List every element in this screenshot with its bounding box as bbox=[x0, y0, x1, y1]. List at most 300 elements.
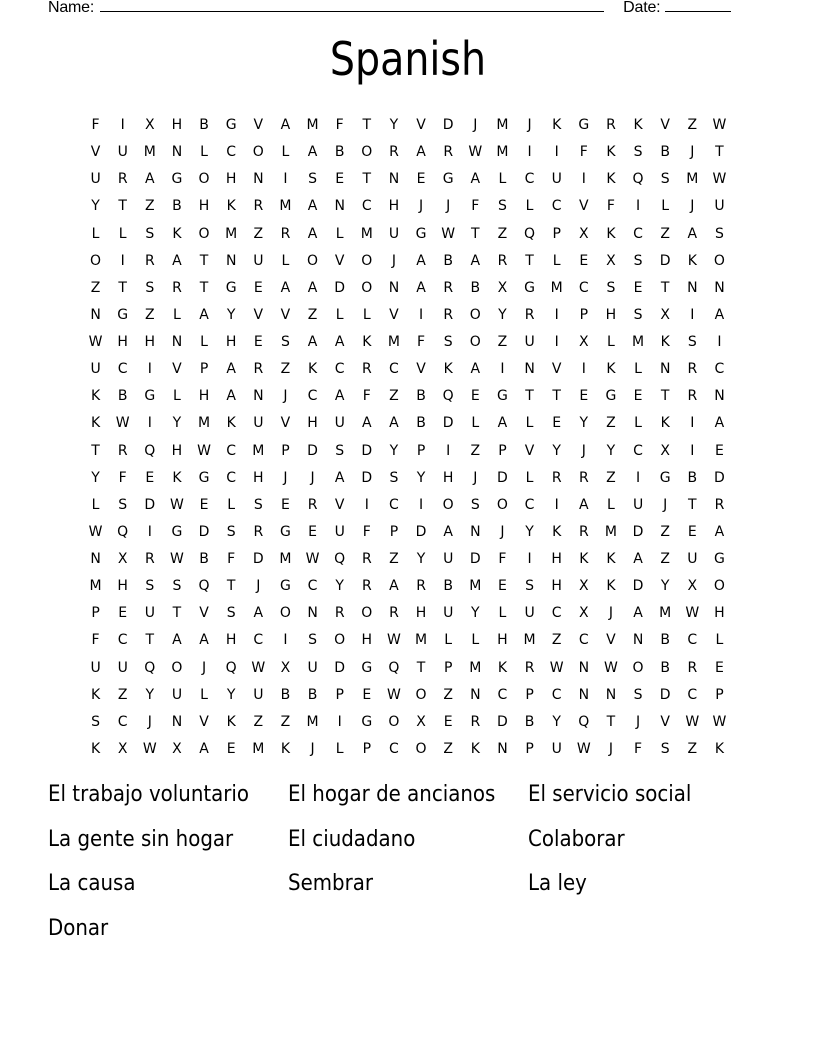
grid-letter[interactable]: N bbox=[578, 659, 590, 676]
grid-letter[interactable]: L bbox=[200, 686, 208, 703]
grid-letter[interactable]: G bbox=[605, 388, 617, 405]
grid-letter[interactable]: J bbox=[256, 578, 261, 595]
grid-letter[interactable]: V bbox=[579, 198, 589, 215]
grid-letter[interactable]: Y bbox=[145, 686, 155, 703]
grid-letter[interactable]: O bbox=[469, 334, 481, 351]
grid-letter[interactable]: E bbox=[715, 442, 724, 459]
grid-letter[interactable]: A bbox=[714, 415, 725, 432]
grid-letter[interactable]: P bbox=[199, 361, 209, 378]
grid-letter[interactable]: W bbox=[712, 713, 727, 730]
grid-letter[interactable]: K bbox=[606, 171, 616, 188]
grid-letter[interactable]: R bbox=[253, 523, 264, 540]
grid-letter[interactable]: Q bbox=[632, 171, 644, 188]
grid-letter[interactable]: Z bbox=[687, 740, 698, 757]
grid-letter[interactable]: C bbox=[633, 442, 643, 459]
grid-letter[interactable]: V bbox=[334, 252, 345, 269]
grid-letter[interactable]: B bbox=[470, 279, 481, 296]
grid-letter[interactable]: K bbox=[606, 144, 616, 161]
grid-letter[interactable]: U bbox=[117, 144, 128, 161]
grid-letter[interactable]: J bbox=[663, 496, 668, 513]
grid-letter[interactable]: H bbox=[551, 578, 562, 595]
grid-letter[interactable]: D bbox=[497, 713, 508, 730]
grid-letter[interactable]: I bbox=[283, 171, 288, 188]
grid-letter[interactable]: J bbox=[500, 523, 505, 540]
grid-letter[interactable]: C bbox=[307, 578, 318, 595]
grid-letter[interactable]: N bbox=[578, 686, 590, 703]
grid-letter[interactable]: C bbox=[117, 713, 128, 730]
grid-letter[interactable]: J bbox=[473, 469, 478, 486]
grid-letter[interactable]: R bbox=[416, 578, 426, 595]
grid-letter[interactable]: S bbox=[335, 442, 345, 459]
grid-letter[interactable]: X bbox=[660, 442, 670, 459]
grid-letter[interactable]: A bbox=[416, 279, 426, 296]
grid-letter[interactable]: T bbox=[362, 171, 372, 188]
grid-letter[interactable]: N bbox=[225, 252, 237, 269]
grid-letter[interactable]: V bbox=[280, 415, 291, 432]
grid-letter[interactable]: I bbox=[527, 551, 532, 568]
grid-letter[interactable]: B bbox=[307, 686, 318, 703]
grid-letter[interactable]: X bbox=[687, 578, 698, 595]
grid-letter[interactable]: Q bbox=[144, 659, 156, 676]
grid-letter[interactable]: A bbox=[633, 605, 643, 622]
grid-letter[interactable]: Y bbox=[552, 442, 561, 459]
grid-letter[interactable]: O bbox=[442, 496, 454, 513]
grid-letter[interactable]: C bbox=[253, 632, 264, 649]
grid-letter[interactable]: G bbox=[442, 171, 454, 188]
grid-letter[interactable]: O bbox=[388, 713, 400, 730]
grid-letter[interactable]: B bbox=[117, 388, 128, 405]
grid-letter[interactable]: A bbox=[714, 306, 725, 323]
grid-letter[interactable]: T bbox=[91, 442, 100, 459]
grid-letter[interactable]: L bbox=[200, 334, 208, 351]
grid-letter[interactable]: W bbox=[305, 551, 320, 568]
grid-letter[interactable]: U bbox=[524, 334, 535, 351]
grid-letter[interactable]: U bbox=[551, 171, 562, 188]
grid-letter[interactable]: T bbox=[199, 252, 209, 269]
grid-letter[interactable]: W bbox=[468, 144, 483, 161]
grid-letter[interactable]: H bbox=[117, 578, 128, 595]
grid-letter[interactable]: C bbox=[687, 632, 698, 649]
grid-letter[interactable]: E bbox=[118, 605, 128, 622]
grid-letter[interactable]: T bbox=[362, 117, 372, 134]
grid-letter[interactable]: M bbox=[659, 605, 672, 622]
grid-letter[interactable]: V bbox=[334, 496, 345, 513]
grid-letter[interactable]: H bbox=[171, 117, 183, 134]
grid-letter[interactable]: F bbox=[634, 740, 643, 757]
grid-letter[interactable]: Q bbox=[334, 551, 346, 568]
grid-letter[interactable]: D bbox=[307, 442, 318, 459]
grid-letter[interactable]: L bbox=[525, 469, 534, 486]
grid-letter[interactable]: E bbox=[308, 523, 317, 540]
grid-letter[interactable]: C bbox=[497, 686, 508, 703]
grid-letter[interactable]: F bbox=[362, 523, 371, 540]
grid-letter[interactable]: P bbox=[389, 523, 399, 540]
grid-letter[interactable]: I bbox=[554, 306, 559, 323]
grid-letter[interactable]: W bbox=[712, 171, 727, 188]
grid-letter[interactable]: C bbox=[226, 442, 237, 459]
grid-letter[interactable]: X bbox=[579, 605, 589, 622]
grid-letter[interactable]: E bbox=[145, 469, 155, 486]
grid-letter[interactable]: Y bbox=[416, 469, 426, 486]
grid-letter[interactable]: S bbox=[525, 578, 534, 595]
grid-letter[interactable]: W bbox=[115, 415, 130, 432]
grid-letter[interactable]: D bbox=[361, 442, 373, 459]
grid-letter[interactable]: W bbox=[604, 659, 618, 676]
grid-letter[interactable]: T bbox=[715, 144, 724, 161]
grid-letter[interactable]: K bbox=[606, 361, 616, 378]
grid-letter[interactable]: T bbox=[118, 279, 127, 296]
grid-letter[interactable]: T bbox=[145, 632, 155, 649]
grid-letter[interactable]: A bbox=[199, 740, 209, 757]
grid-letter[interactable]: L bbox=[281, 252, 290, 269]
grid-letter[interactable]: O bbox=[496, 496, 508, 513]
grid-letter[interactable]: R bbox=[117, 171, 128, 188]
grid-letter[interactable]: H bbox=[198, 388, 210, 405]
grid-letter[interactable]: L bbox=[91, 496, 100, 513]
grid-letter[interactable]: W bbox=[441, 225, 456, 242]
grid-letter[interactable]: Z bbox=[280, 361, 291, 378]
grid-letter[interactable]: I bbox=[283, 632, 288, 649]
grid-letter[interactable]: Q bbox=[144, 442, 156, 459]
grid-letter[interactable]: P bbox=[335, 686, 344, 703]
grid-letter[interactable]: Y bbox=[389, 442, 399, 459]
grid-letter[interactable]: R bbox=[524, 306, 535, 323]
grid-letter[interactable]: E bbox=[335, 171, 345, 188]
grid-letter[interactable]: R bbox=[307, 496, 318, 513]
grid-letter[interactable]: I bbox=[690, 306, 695, 323]
grid-letter[interactable]: M bbox=[89, 578, 102, 595]
grid-letter[interactable]: S bbox=[172, 578, 182, 595]
grid-letter[interactable]: W bbox=[712, 117, 727, 134]
grid-letter[interactable]: B bbox=[443, 578, 453, 595]
grid-letter[interactable]: K bbox=[172, 225, 182, 242]
grid-letter[interactable]: A bbox=[307, 225, 318, 242]
grid-letter[interactable]: J bbox=[690, 144, 695, 161]
grid-letter[interactable]: B bbox=[172, 198, 182, 215]
grid-letter[interactable]: R bbox=[443, 279, 454, 296]
grid-letter[interactable]: A bbox=[470, 171, 481, 188]
grid-letter[interactable]: J bbox=[310, 469, 315, 486]
grid-letter[interactable]: Q bbox=[524, 225, 536, 242]
grid-letter[interactable]: W bbox=[576, 740, 591, 757]
grid-letter[interactable]: W bbox=[88, 334, 103, 351]
grid-letter[interactable]: O bbox=[713, 578, 725, 595]
grid-letter[interactable]: A bbox=[362, 415, 372, 432]
grid-letter[interactable]: S bbox=[660, 171, 670, 188]
grid-letter[interactable]: K bbox=[172, 469, 182, 486]
grid-letter[interactable]: K bbox=[579, 551, 589, 568]
grid-letter[interactable]: S bbox=[470, 496, 480, 513]
grid-letter[interactable]: K bbox=[280, 740, 291, 757]
grid-letter[interactable]: I bbox=[581, 361, 586, 378]
grid-letter[interactable]: D bbox=[442, 415, 454, 432]
grid-letter[interactable]: F bbox=[417, 334, 426, 351]
grid-letter[interactable]: L bbox=[200, 144, 208, 161]
grid-letter[interactable]: P bbox=[715, 686, 724, 703]
grid-letter[interactable]: N bbox=[171, 713, 183, 730]
grid-letter[interactable]: G bbox=[497, 388, 508, 405]
grid-letter[interactable]: K bbox=[443, 361, 453, 378]
grid-letter[interactable]: A bbox=[470, 361, 481, 378]
grid-letter[interactable]: C bbox=[687, 686, 698, 703]
grid-letter[interactable]: W bbox=[685, 713, 700, 730]
grid-letter[interactable]: U bbox=[334, 523, 345, 540]
grid-letter[interactable]: I bbox=[446, 442, 451, 459]
grid-letter[interactable]: L bbox=[661, 198, 670, 215]
grid-letter[interactable]: A bbox=[470, 252, 481, 269]
grid-letter[interactable]: L bbox=[227, 496, 236, 513]
grid-letter[interactable]: J bbox=[310, 740, 315, 757]
grid-letter[interactable]: T bbox=[660, 388, 670, 405]
grid-letter[interactable]: D bbox=[442, 117, 454, 134]
grid-letter[interactable]: N bbox=[253, 171, 264, 188]
grid-letter[interactable]: H bbox=[225, 632, 237, 649]
grid-letter[interactable]: Z bbox=[497, 334, 508, 351]
grid-letter[interactable]: H bbox=[442, 469, 454, 486]
grid-letter[interactable]: T bbox=[199, 279, 209, 296]
grid-letter[interactable]: R bbox=[361, 361, 372, 378]
grid-letter[interactable]: O bbox=[361, 252, 373, 269]
grid-letter[interactable]: O bbox=[171, 659, 183, 676]
grid-letter[interactable]: M bbox=[496, 117, 509, 134]
grid-letter[interactable]: X bbox=[579, 334, 589, 351]
grid-letter[interactable]: O bbox=[361, 279, 373, 296]
grid-letter[interactable]: K bbox=[633, 117, 643, 134]
grid-letter[interactable]: R bbox=[578, 523, 589, 540]
grid-letter[interactable]: V bbox=[416, 117, 426, 134]
grid-letter[interactable]: G bbox=[171, 171, 183, 188]
grid-letter[interactable]: K bbox=[470, 740, 480, 757]
grid-letter[interactable]: K bbox=[90, 740, 101, 757]
grid-letter[interactable]: B bbox=[199, 551, 209, 568]
grid-letter[interactable]: E bbox=[416, 171, 426, 188]
grid-letter[interactable]: C bbox=[551, 605, 562, 622]
grid-letter[interactable]: C bbox=[226, 469, 237, 486]
grid-letter[interactable]: U bbox=[90, 361, 101, 378]
grid-letter[interactable]: J bbox=[283, 469, 288, 486]
grid-letter[interactable]: R bbox=[443, 306, 454, 323]
grid-letter[interactable]: M bbox=[143, 144, 156, 161]
grid-letter[interactable]: C bbox=[361, 198, 372, 215]
grid-letter[interactable]: O bbox=[632, 659, 644, 676]
grid-letter[interactable]: M bbox=[252, 442, 265, 459]
grid-letter[interactable]: Y bbox=[389, 117, 399, 134]
grid-letter[interactable]: K bbox=[226, 415, 236, 432]
grid-letter[interactable]: Z bbox=[253, 713, 264, 730]
grid-letter[interactable]: N bbox=[253, 388, 264, 405]
grid-letter[interactable]: H bbox=[497, 632, 508, 649]
grid-letter[interactable]: G bbox=[225, 117, 237, 134]
grid-letter[interactable]: K bbox=[552, 523, 562, 540]
grid-letter[interactable]: K bbox=[90, 388, 101, 405]
grid-letter[interactable]: K bbox=[714, 740, 725, 757]
grid-letter[interactable]: M bbox=[604, 523, 617, 540]
grid-letter[interactable]: P bbox=[525, 740, 534, 757]
grid-letter[interactable]: C bbox=[524, 171, 535, 188]
grid-letter[interactable]: X bbox=[497, 279, 508, 296]
grid-letter[interactable]: S bbox=[497, 198, 507, 215]
grid-letter[interactable]: C bbox=[389, 740, 399, 757]
grid-letter[interactable]: U bbox=[551, 740, 562, 757]
grid-letter[interactable]: W bbox=[88, 523, 103, 540]
grid-letter[interactable]: R bbox=[497, 252, 508, 269]
grid-letter[interactable]: T bbox=[172, 605, 182, 622]
grid-letter[interactable]: F bbox=[579, 144, 588, 161]
grid-letter[interactable]: A bbox=[416, 144, 426, 161]
grid-letter[interactable]: C bbox=[524, 496, 535, 513]
grid-letter[interactable]: L bbox=[552, 252, 561, 269]
grid-letter[interactable]: A bbox=[307, 334, 318, 351]
grid-letter[interactable]: H bbox=[198, 198, 210, 215]
grid-letter[interactable]: G bbox=[117, 306, 129, 323]
grid-letter[interactable]: E bbox=[226, 740, 236, 757]
grid-letter[interactable]: A bbox=[687, 225, 698, 242]
grid-letter[interactable]: I bbox=[418, 496, 424, 513]
grid-letter[interactable]: L bbox=[173, 388, 181, 405]
grid-letter[interactable]: O bbox=[415, 686, 427, 703]
grid-letter[interactable]: N bbox=[388, 279, 400, 296]
grid-letter[interactable]: E bbox=[253, 279, 263, 296]
grid-letter[interactable]: K bbox=[660, 334, 670, 351]
grid-letter[interactable]: R bbox=[117, 442, 128, 459]
grid-letter[interactable]: W bbox=[142, 740, 157, 757]
grid-letter[interactable]: I bbox=[690, 415, 695, 432]
grid-letter[interactable]: T bbox=[660, 279, 670, 296]
grid-letter[interactable]: N bbox=[605, 686, 617, 703]
grid-letter[interactable]: I bbox=[120, 117, 125, 134]
grid-letter[interactable]: A bbox=[172, 632, 182, 649]
grid-letter[interactable]: D bbox=[469, 551, 481, 568]
grid-letter[interactable]: V bbox=[172, 361, 182, 378]
grid-letter[interactable]: R bbox=[524, 659, 535, 676]
grid-letter[interactable]: A bbox=[280, 279, 291, 296]
grid-letter[interactable]: N bbox=[90, 306, 101, 323]
grid-letter[interactable]: N bbox=[659, 361, 671, 378]
grid-letter[interactable]: A bbox=[389, 578, 399, 595]
grid-letter[interactable]: A bbox=[307, 144, 318, 161]
grid-letter[interactable]: I bbox=[717, 334, 722, 351]
grid-letter[interactable]: J bbox=[581, 442, 586, 459]
grid-letter[interactable]: R bbox=[714, 496, 725, 513]
grid-letter[interactable]: V bbox=[660, 117, 670, 134]
grid-letter[interactable]: Y bbox=[660, 578, 670, 595]
grid-letter[interactable]: I bbox=[337, 713, 342, 730]
grid-letter[interactable]: R bbox=[551, 469, 562, 486]
grid-letter[interactable]: J bbox=[201, 659, 207, 676]
grid-letter[interactable]: A bbox=[199, 306, 209, 323]
grid-letter[interactable]: N bbox=[714, 388, 725, 405]
grid-letter[interactable]: P bbox=[416, 442, 426, 459]
grid-letter[interactable]: U bbox=[117, 659, 128, 676]
grid-letter[interactable]: Q bbox=[117, 523, 129, 540]
grid-letter[interactable]: V bbox=[280, 306, 291, 323]
grid-letter[interactable]: Z bbox=[253, 225, 264, 242]
grid-letter[interactable]: L bbox=[607, 496, 615, 513]
grid-letter[interactable]: K bbox=[226, 198, 236, 215]
grid-letter[interactable]: I bbox=[147, 523, 152, 540]
grid-letter[interactable]: M bbox=[225, 225, 238, 242]
grid-letter[interactable]: V bbox=[199, 605, 209, 622]
grid-letter[interactable]: I bbox=[581, 171, 586, 188]
grid-letter[interactable]: Z bbox=[280, 713, 291, 730]
grid-letter[interactable]: M bbox=[279, 198, 292, 215]
grid-letter[interactable]: D bbox=[415, 523, 427, 540]
grid-letter[interactable]: M bbox=[387, 334, 400, 351]
grid-letter[interactable]: N bbox=[171, 334, 183, 351]
grid-letter[interactable]: I bbox=[554, 144, 559, 161]
grid-letter[interactable]: X bbox=[172, 740, 182, 757]
grid-letter[interactable]: F bbox=[91, 117, 100, 134]
grid-letter[interactable]: U bbox=[171, 686, 183, 703]
grid-letter[interactable]: T bbox=[226, 578, 236, 595]
grid-letter[interactable]: Z bbox=[307, 306, 318, 323]
grid-letter[interactable]: N bbox=[470, 686, 481, 703]
grid-letter[interactable]: K bbox=[90, 415, 101, 432]
grid-letter[interactable]: Y bbox=[579, 415, 589, 432]
grid-letter[interactable]: D bbox=[334, 659, 346, 676]
grid-letter[interactable]: M bbox=[550, 279, 563, 296]
grid-letter[interactable]: C bbox=[578, 632, 589, 649]
grid-letter[interactable]: F bbox=[118, 469, 127, 486]
grid-letter[interactable]: V bbox=[606, 632, 616, 649]
grid-letter[interactable]: O bbox=[279, 605, 291, 622]
grid-letter[interactable]: U bbox=[443, 551, 454, 568]
grid-letter[interactable]: A bbox=[443, 523, 453, 540]
grid-letter[interactable]: S bbox=[91, 713, 100, 730]
grid-letter[interactable]: X bbox=[606, 252, 616, 269]
grid-letter[interactable]: G bbox=[361, 659, 373, 676]
grid-letter[interactable]: H bbox=[225, 334, 237, 351]
grid-letter[interactable]: Z bbox=[606, 415, 616, 432]
grid-letter[interactable]: A bbox=[307, 279, 318, 296]
grid-letter[interactable]: L bbox=[118, 225, 127, 242]
grid-letter[interactable]: O bbox=[307, 252, 319, 269]
grid-letter[interactable]: B bbox=[687, 469, 698, 486]
grid-letter[interactable]: T bbox=[552, 388, 561, 405]
grid-letter[interactable]: H bbox=[415, 605, 427, 622]
grid-letter[interactable]: W bbox=[170, 496, 184, 513]
grid-letter[interactable]: E bbox=[579, 252, 589, 269]
grid-letter[interactable]: Q bbox=[442, 388, 454, 405]
grid-letter[interactable]: L bbox=[471, 632, 480, 649]
grid-letter[interactable]: R bbox=[687, 388, 698, 405]
grid-letter[interactable]: K bbox=[606, 578, 616, 595]
grid-letter[interactable]: P bbox=[552, 225, 561, 242]
grid-letter[interactable]: K bbox=[552, 117, 562, 134]
grid-letter[interactable]: G bbox=[171, 523, 183, 540]
grid-letter[interactable]: T bbox=[471, 225, 480, 242]
grid-letter[interactable]: W bbox=[197, 442, 211, 459]
grid-letter[interactable]: V bbox=[389, 306, 399, 323]
grid-letter[interactable]: E bbox=[253, 334, 263, 351]
grid-letter[interactable]: S bbox=[145, 225, 155, 242]
grid-letter[interactable]: Z bbox=[145, 306, 155, 323]
grid-letter[interactable]: Y bbox=[172, 415, 182, 432]
grid-letter[interactable]: Z bbox=[443, 686, 453, 703]
grid-letter[interactable]: A bbox=[497, 415, 508, 432]
grid-letter[interactable]: H bbox=[551, 551, 562, 568]
grid-letter[interactable]: W bbox=[685, 605, 700, 622]
grid-letter[interactable]: G bbox=[144, 388, 156, 405]
grid-letter[interactable]: N bbox=[90, 551, 101, 568]
grid-letter[interactable]: C bbox=[633, 225, 643, 242]
grid-letter[interactable]: H bbox=[388, 198, 400, 215]
grid-letter[interactable]: I bbox=[418, 306, 424, 323]
grid-letter[interactable]: Z bbox=[145, 198, 155, 215]
grid-letter[interactable]: E bbox=[715, 659, 724, 676]
grid-letter[interactable]: A bbox=[389, 415, 399, 432]
grid-letter[interactable]: G bbox=[361, 713, 373, 730]
